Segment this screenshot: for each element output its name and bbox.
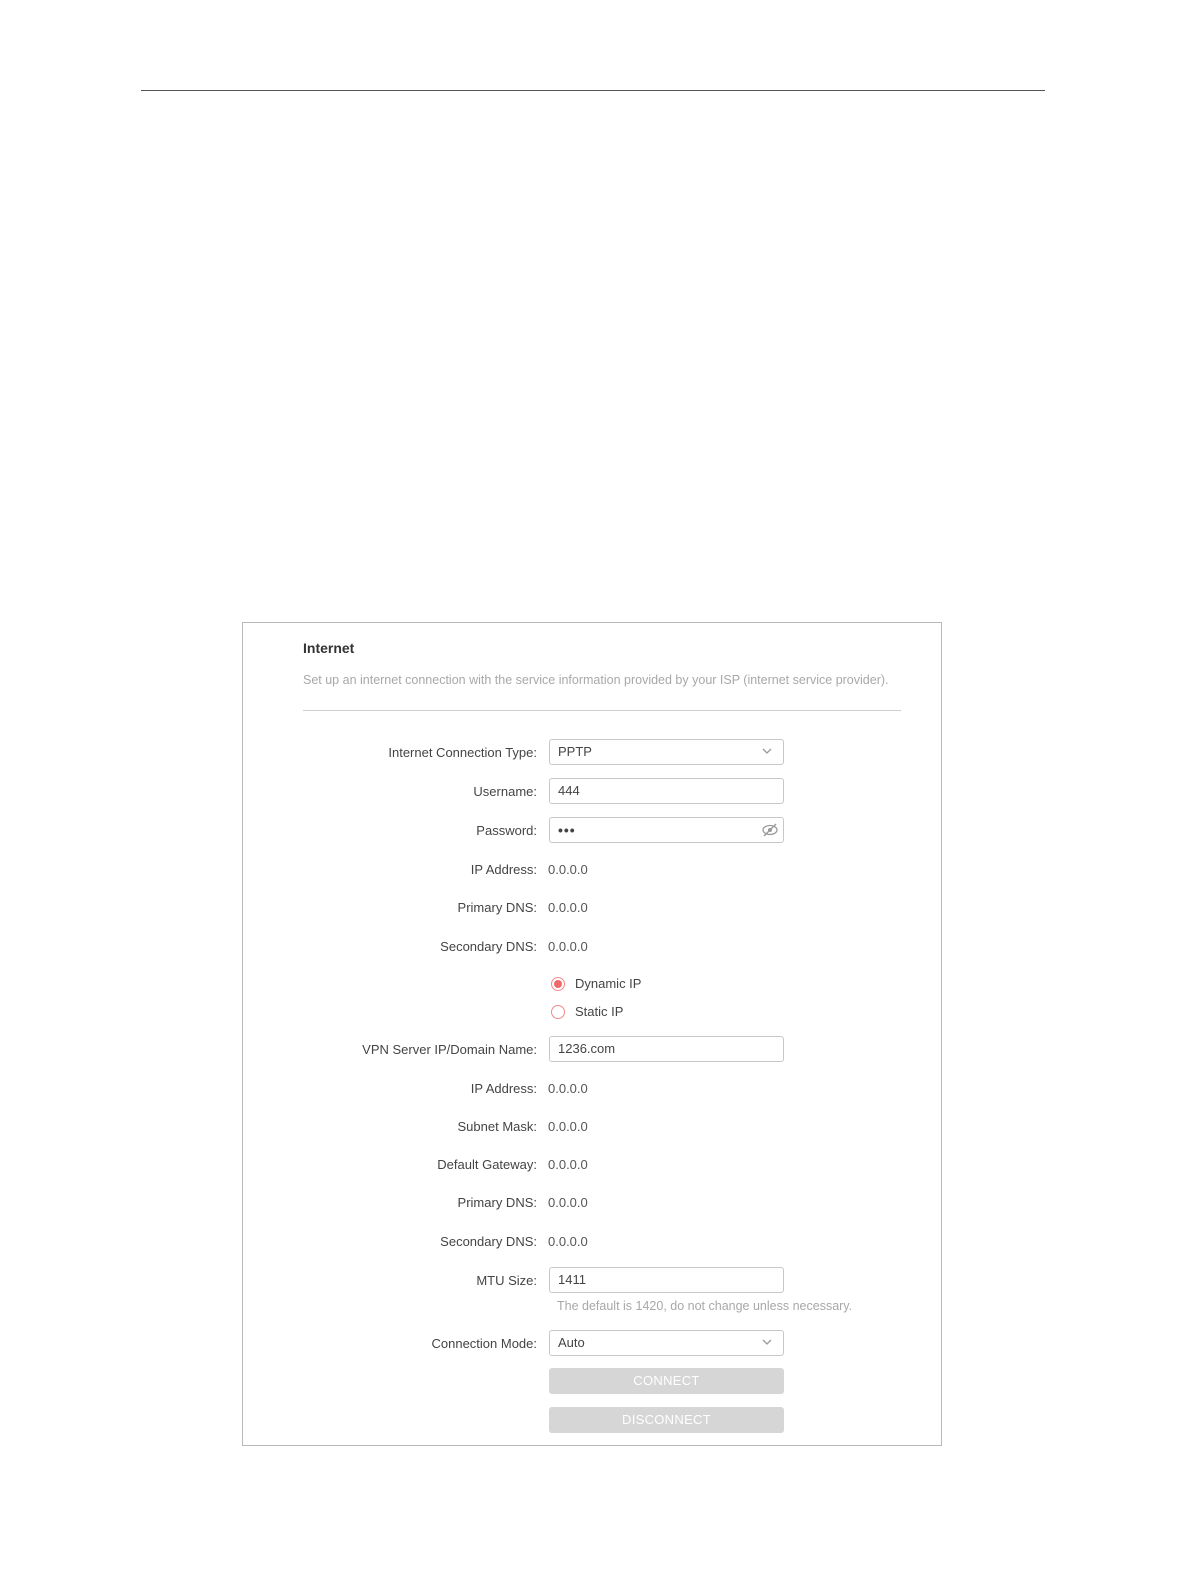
connect-button[interactable]: CONNECT — [549, 1368, 784, 1394]
vpn-ip-address-label: IP Address: — [470, 1081, 537, 1096]
subnet-mask-row — [243, 1113, 943, 1141]
eye-off-icon[interactable] — [761, 822, 779, 838]
internet-settings-panel — [242, 622, 942, 1446]
password-value: ••• — [558, 822, 576, 838]
vpn-primary-dns-label: Primary DNS: — [457, 1195, 537, 1210]
vpn-server-row — [243, 1036, 943, 1064]
default-gateway-value: 0.0.0.0 — [548, 1157, 588, 1172]
connection-type-select[interactable] — [549, 739, 784, 765]
primary-dns-value: 0.0.0.0 — [548, 900, 588, 915]
username-value: 444 — [558, 783, 580, 798]
subnet-mask-label: Subnet Mask: — [457, 1119, 537, 1134]
mtu-size-label: MTU Size: — [476, 1273, 537, 1288]
primary-dns-row — [243, 894, 943, 922]
vpn-secondary-dns-value: 0.0.0.0 — [548, 1234, 588, 1249]
password-input[interactable] — [549, 817, 784, 843]
mtu-size-row — [243, 1267, 943, 1295]
vpn-server-input[interactable] — [549, 1036, 784, 1062]
vpn-server-value: 1236.com — [558, 1041, 616, 1056]
connection-mode-label: Connection Mode: — [431, 1336, 537, 1351]
panel-divider — [303, 710, 901, 711]
secondary-dns-value: 0.0.0.0 — [548, 939, 588, 954]
ip-address-value: 0.0.0.0 — [548, 862, 588, 877]
dynamic-ip-label: Dynamic IP — [575, 976, 642, 991]
password-row — [243, 817, 943, 845]
page-header-rule — [141, 90, 1045, 91]
username-input[interactable] — [549, 778, 784, 804]
vpn-primary-dns-row — [243, 1189, 943, 1217]
subnet-mask-value: 0.0.0.0 — [548, 1119, 588, 1134]
dynamic-ip-radio[interactable] — [551, 977, 565, 991]
ip-address-label: IP Address: — [470, 862, 537, 877]
username-label: Username: — [473, 784, 537, 799]
vpn-server-label: VPN Server IP/Domain Name: — [362, 1042, 537, 1057]
connection-type-value: PPTP — [558, 744, 592, 759]
vpn-secondary-dns-label: Secondary DNS: — [440, 1234, 537, 1249]
default-gateway-label: Default Gateway: — [437, 1157, 537, 1172]
password-label: Password: — [476, 823, 537, 838]
panel-title: Internet — [303, 640, 355, 656]
chevron-down-icon — [761, 1336, 773, 1348]
panel-description: Set up an internet connection with the service information provided by your ISP (internet service provider). — [303, 673, 889, 687]
connection-mode-row — [243, 1330, 943, 1358]
secondary-dns-row — [243, 933, 943, 961]
username-row — [243, 778, 943, 806]
ip-address-row — [243, 856, 943, 884]
vpn-ip-address-value: 0.0.0.0 — [548, 1081, 588, 1096]
vpn-secondary-dns-row — [243, 1228, 943, 1256]
static-ip-label: Static IP — [575, 1004, 624, 1019]
connection-type-row — [243, 739, 943, 767]
mtu-size-hint: The default is 1420, do not change unless necessary. — [557, 1299, 853, 1313]
disconnect-button[interactable]: DISCONNECT — [549, 1407, 784, 1433]
connection-type-label: Internet Connection Type: — [388, 745, 537, 760]
vpn-primary-dns-value: 0.0.0.0 — [548, 1195, 588, 1210]
chevron-down-icon — [761, 745, 773, 757]
connection-mode-select[interactable] — [549, 1330, 784, 1356]
default-gateway-row — [243, 1151, 943, 1179]
static-ip-radio[interactable] — [551, 1005, 565, 1019]
secondary-dns-label: Secondary DNS: — [440, 939, 537, 954]
vpn-ip-address-row — [243, 1075, 943, 1103]
primary-dns-label: Primary DNS: — [457, 900, 537, 915]
mtu-size-input[interactable] — [549, 1267, 784, 1293]
mtu-size-value: 1411 — [558, 1272, 586, 1287]
connection-mode-value: Auto — [558, 1335, 585, 1350]
